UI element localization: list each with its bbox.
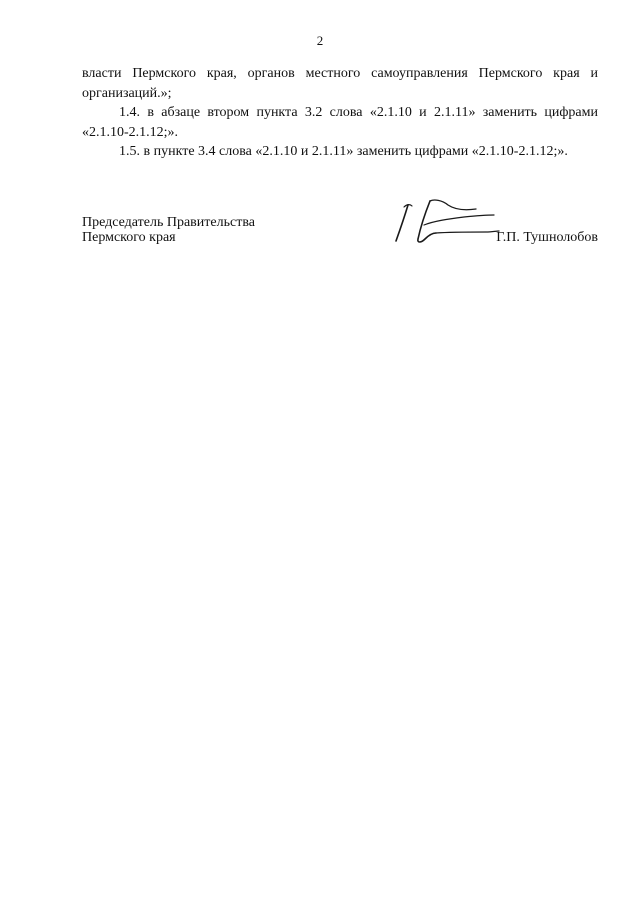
handwritten-signature	[390, 195, 500, 253]
signatory-title-line-2: Пермского края	[82, 230, 176, 245]
body-text	[82, 64, 598, 162]
signature-stroke	[418, 201, 436, 242]
signature-stroke	[424, 215, 494, 225]
paragraph-item-1-4: 1.4. в абзаце втором пункта 3.2 слова «2.1.10 и 2.1.11» заменить цифрами «2.1.10-2.1.12;».	[82, 105, 598, 140]
signature-stroke	[430, 200, 476, 210]
signatory-title	[82, 215, 255, 245]
signatory-name: Г.П. Тушнолобов	[496, 230, 598, 245]
signature-stroke	[436, 231, 499, 233]
signatory-title-line-1: Председатель Правительства	[82, 215, 255, 230]
signature-stroke	[396, 205, 408, 241]
signature-block	[82, 215, 598, 255]
paragraph-item-1-5: 1.5. в пункте 3.4 слова «2.1.10 и 2.1.11» заменить цифрами «2.1.10-2.1.12;».	[119, 144, 568, 159]
paragraph-continuation: власти Пермского края, органов местного самоуправления Пермского края и организаций.»;	[82, 66, 598, 101]
page-number: 2	[316, 33, 324, 48]
